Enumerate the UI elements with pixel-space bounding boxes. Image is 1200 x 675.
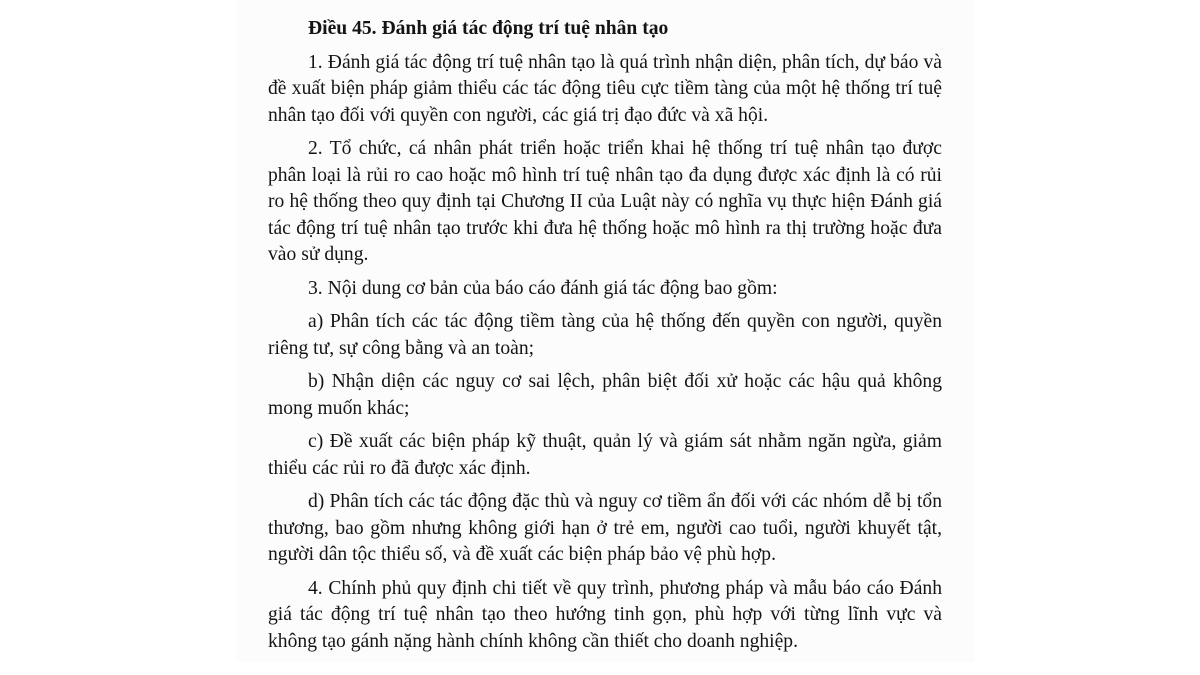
clause-3d: d) Phân tích các tác động đặc thù và nguy cơ tiềm ẩn đối với các nhóm dễ bị tổn thương, bao gồm nhưng không giới hạn ở trẻ em, người cao tuổi, người khuyết tật, người dân tộc thiểu số, và đề xuất các biện pháp bảo vệ phù hợp. [268,491,942,565]
clause-3b: b) Nhận diện các nguy cơ sai lệch, phân biệt đối xử hoặc các hậu quả không mong muốn khác; [268,371,942,419]
clause-1: 1. Đánh giá tác động trí tuệ nhân tạo là quá trình nhận diện, phân tích, dự báo và đề xuất biện pháp giảm thiểu các tác động tiêu cực tiềm tàng của một hệ thống trí tuệ nhân tạo đối với quyền con người, các giá trị đạo đức và xã hội. [268,51,942,126]
clause-3a: a) Phân tích các tác động tiềm tàng của hệ thống đến quyền con người, quyền riêng tư, sự công bằng và an toàn; [268,311,942,359]
clause-3c: c) Đề xuất các biện pháp kỹ thuật, quản lý và giám sát nhằm ngăn ngừa, giảm thiểu các rủi ro đã được xác định. [268,431,942,479]
clause-4: 4. Chính phủ quy định chi tiết về quy trình, phương pháp và mẫu báo cáo Đánh giá tác động trí tuệ nhân tạo theo hướng tinh gọn, phù hợp với từng lĩnh vực và không tạo gánh nặng hành chính không cần thiết cho doanh nghiệp. [268,577,942,652]
clause-2: 2. Tổ chức, cá nhân phát triển hoặc triển khai hệ thống trí tuệ nhân tạo được phân loại là rủi ro cao hoặc mô hình trí tuệ nhân tạo đa dụng được xác định là có rủi ro hệ thống theo quy định tại Chương II của Luật này có nghĩa vụ thực hiện Đánh giá tác động trí tuệ nhân tạo trước khi đưa hệ thống hoặc mô hình ra thị trường hoặc đưa vào sử dụng. [268,138,942,265]
document-content [268,16,942,662]
article-title: Điều 45. Đánh giá tác động trí tuệ nhân tạo [308,18,669,39]
clause-3: 3. Nội dung cơ bản của báo cáo đánh giá tác động bao gồm: [308,277,778,299]
